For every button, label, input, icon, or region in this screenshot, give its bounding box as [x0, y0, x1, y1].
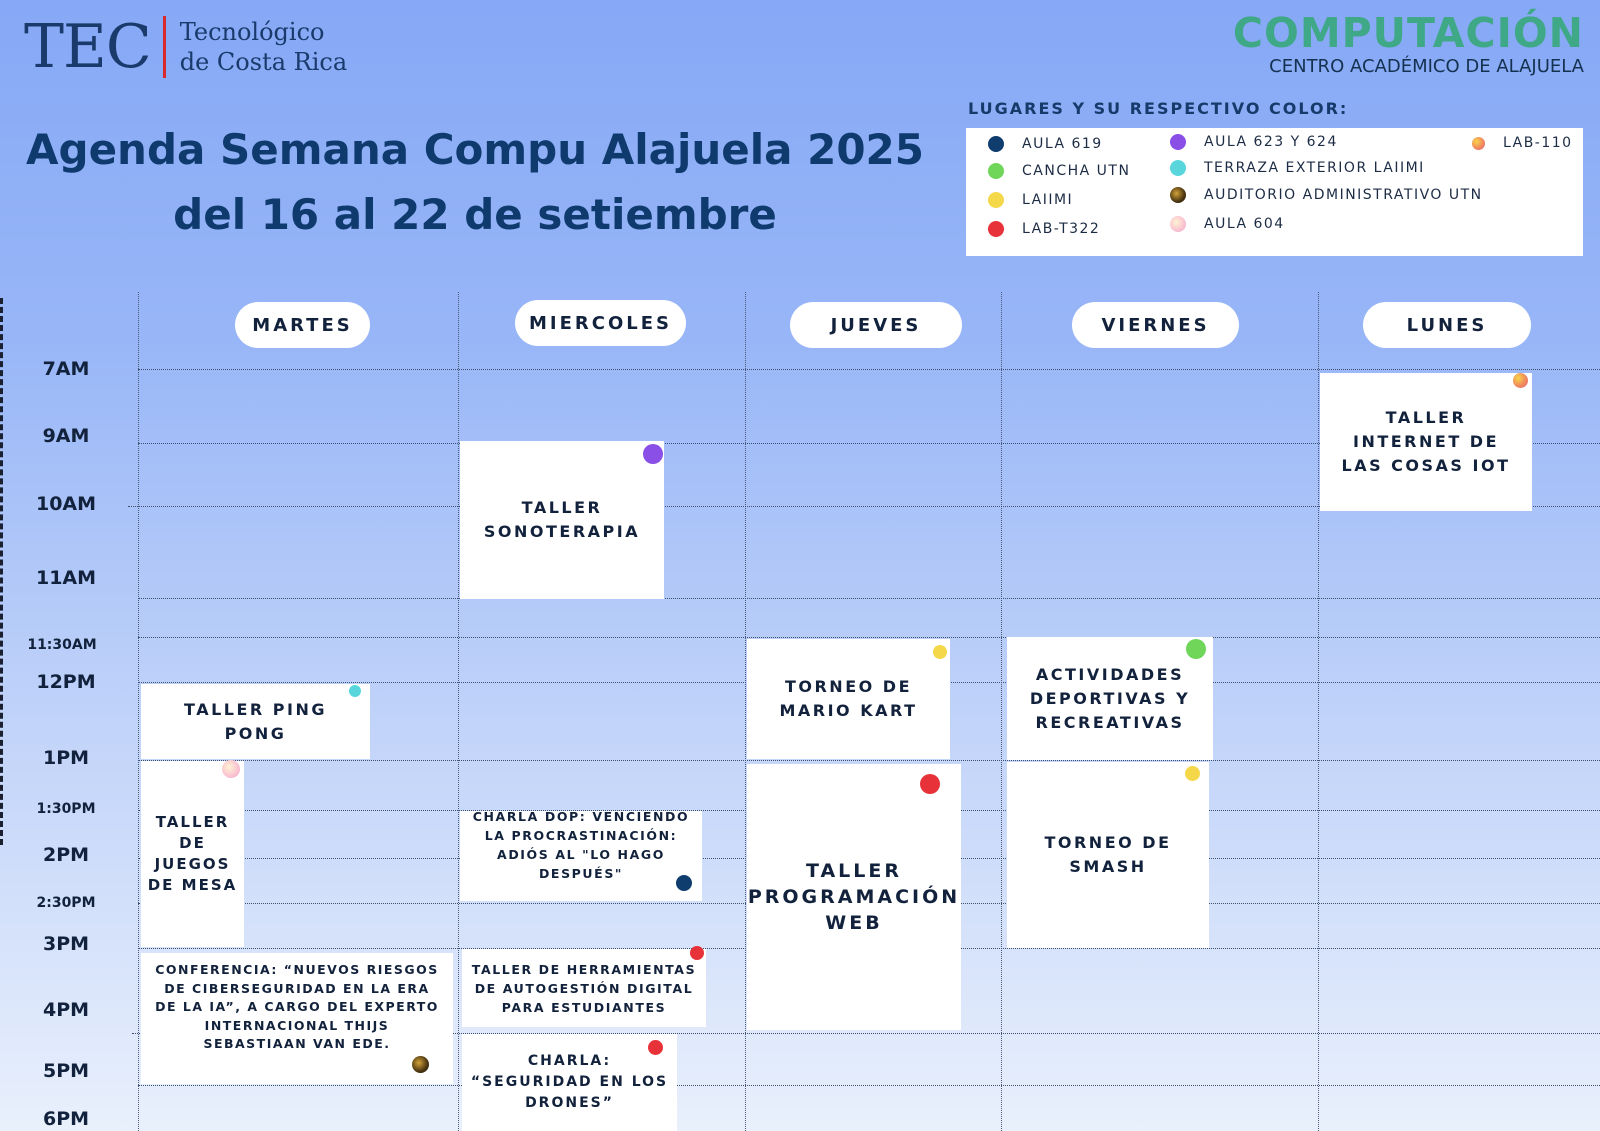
- laiimi-dot-icon: [933, 645, 947, 659]
- aula-623-624-dot-icon: [1170, 134, 1186, 150]
- aula-619-dot-icon: [676, 875, 692, 891]
- row-line: [138, 1085, 1600, 1086]
- aula-604-dot-icon: [1170, 216, 1186, 232]
- time-label: 9AM: [42, 425, 90, 447]
- time-label: 6PM: [42, 1108, 90, 1130]
- computacion-brand: [1233, 10, 1584, 78]
- laiimi-dot-icon: [988, 192, 1004, 208]
- event-card-herramientas[interactable]: [462, 949, 706, 1027]
- legend-label: AULA 623 Y 624: [1204, 134, 1338, 150]
- aula-604-dot-icon: [222, 760, 240, 778]
- lab-t322-dot-icon: [690, 946, 704, 960]
- row-line: [138, 760, 1600, 761]
- row-line: [138, 637, 1600, 638]
- event-title: TALLER PROGRAMACIÓN WEB: [747, 860, 961, 934]
- brand-subtitle: CENTRO ACADÉMICO DE ALAJUELA: [1269, 56, 1584, 77]
- tec-logo-line2: de Costa Rica: [179, 48, 348, 76]
- event-title: CHARLA: “SEGURIDAD EN LOS DRONES”: [470, 1053, 669, 1111]
- time-label: 2PM: [42, 844, 90, 866]
- auditorio-dot-icon: [1170, 187, 1186, 203]
- tec-logo-line1: Tecnológico: [179, 18, 325, 46]
- event-title: TALLER PING PONG: [184, 699, 327, 743]
- event-card-ping-pong[interactable]: [141, 684, 370, 759]
- event-card-charla-dop[interactable]: [460, 811, 702, 901]
- cancha-utn-dot-icon: [1186, 639, 1206, 659]
- legend-item-terraza: [1170, 160, 1425, 176]
- lab-110-dot-icon: [1513, 373, 1528, 388]
- event-card-iot[interactable]: [1320, 373, 1532, 511]
- legend-item-cancha-utn: [988, 163, 1130, 179]
- legend-label: AUDITORIO ADMINISTRATIVO UTN: [1204, 187, 1483, 203]
- day-header-martes: MARTES: [235, 302, 370, 348]
- time-label: 1PM: [42, 747, 90, 769]
- tec-logo-mark: TEC: [24, 12, 151, 82]
- auditorio-dot-icon: [412, 1056, 429, 1073]
- legend-label: AULA 619: [1022, 136, 1103, 152]
- laiimi-dot-icon: [1185, 766, 1200, 781]
- event-title: CHARLA DOP: VENCIENDO LA PROCRASTINACIÓN: ADIÓS AL "LO HAGO DESPUÉS": [472, 809, 690, 881]
- tec-logo-divider: [163, 16, 166, 78]
- event-card-programacion-web[interactable]: [747, 764, 961, 1030]
- time-label: 1:30PM: [36, 801, 96, 817]
- aula-619-dot-icon: [988, 136, 1004, 152]
- event-title: CONFERENCIA: “NUEVOS RIESGOS DE CIBERSEGURIDAD EN LA ERA DE LA IA”, A CARGO DEL EXPERTO INTERNACIONAL THIJS SEBASTIAAN VAN EDE.: [155, 962, 439, 1052]
- time-label: 12PM: [36, 671, 96, 693]
- time-label: 2:30PM: [36, 895, 96, 911]
- legend-label: AULA 604: [1204, 216, 1285, 232]
- time-label: 11:30AM: [27, 637, 97, 653]
- page-title-line1: Agenda Semana Compu Alajuela 2025: [26, 125, 924, 174]
- legend-item-auditorio: [1170, 187, 1483, 203]
- column-divider: [138, 292, 139, 1131]
- event-title: TALLER DE HERRAMIENTAS DE AUTOGESTIÓN DIGITAL PARA ESTUDIANTES: [471, 961, 697, 1015]
- event-title: TORNEO DE SMASH: [1044, 833, 1172, 876]
- aula-623-624-dot-icon: [643, 444, 663, 464]
- event-title: ACTIVIDADES DEPORTIVAS Y RECREATIVAS: [1029, 664, 1191, 732]
- legend: [966, 128, 1583, 256]
- legend-item-aula-623-624: [1170, 134, 1338, 150]
- lab-t322-dot-icon: [920, 774, 940, 794]
- legend-label: LAB-T322: [1022, 221, 1101, 237]
- column-divider: [458, 292, 459, 1131]
- legend-label: LAIIMI: [1022, 192, 1074, 208]
- day-header-lunes: LUNES: [1363, 302, 1531, 348]
- page-title-line2: del 16 al 22 de setiembre: [173, 190, 777, 239]
- legend-item-laiimi: [988, 192, 1073, 208]
- event-title: TALLER DE JUEGOS DE MESA: [147, 813, 238, 894]
- event-title: TALLER INTERNET DE LAS COSAS IOT: [1341, 408, 1511, 475]
- day-header-miercoles: MIERCOLES: [515, 300, 686, 346]
- event-title: TALLER SONOTERAPIA: [483, 498, 641, 541]
- event-card-deportivas[interactable]: [1007, 637, 1213, 760]
- time-label: 5PM: [42, 1060, 90, 1082]
- time-label: 10AM: [35, 493, 97, 515]
- lab-110-dot-icon: [1472, 137, 1485, 150]
- terraza-dot-icon: [1170, 160, 1186, 176]
- time-label: 11AM: [35, 567, 97, 589]
- row-line: [138, 369, 1600, 370]
- legend-label: CANCHA UTN: [1022, 163, 1131, 179]
- event-card-sonoterapia[interactable]: [460, 441, 664, 599]
- legend-item-lab-110: [1472, 135, 1573, 151]
- time-label: 4PM: [42, 999, 90, 1021]
- event-card-juegos-de-mesa[interactable]: [141, 761, 244, 947]
- row-line: [138, 598, 1600, 599]
- legend-label: LAB-110: [1503, 135, 1573, 151]
- tec-logo: [24, 12, 347, 82]
- lab-t322-dot-icon: [988, 221, 1004, 237]
- legend-item-aula-604: [1170, 216, 1285, 232]
- column-divider: [1318, 292, 1319, 1131]
- terraza-dot-icon: [349, 685, 361, 697]
- event-card-mario-kart[interactable]: [747, 639, 950, 759]
- day-header-viernes: VIERNES: [1072, 302, 1239, 348]
- tec-logo-text: [180, 17, 347, 77]
- legend-label: TERRAZA EXTERIOR LAIIMI: [1204, 160, 1425, 176]
- time-label: 7AM: [42, 358, 90, 380]
- lab-t322-dot-icon: [648, 1040, 663, 1055]
- legend-item-aula-619: [988, 136, 1103, 152]
- event-card-conferencia[interactable]: [141, 953, 453, 1084]
- column-divider: [745, 292, 746, 1131]
- day-header-jueves: JUEVES: [790, 302, 962, 348]
- event-card-smash[interactable]: [1007, 762, 1209, 948]
- event-title: TORNEO DE MARIO KART: [779, 677, 918, 720]
- column-divider: [1001, 292, 1002, 1131]
- page-title: [20, 118, 930, 248]
- left-dashed-border: [0, 298, 3, 845]
- legend-item-lab-t322: [988, 221, 1100, 237]
- event-card-drones[interactable]: [462, 1034, 677, 1131]
- legend-title: LUGARES Y SU RESPECTIVO COLOR:: [968, 99, 1349, 118]
- brand-title: COMPUTACIÓN: [1232, 9, 1584, 57]
- time-label: 3PM: [42, 933, 90, 955]
- cancha-utn-dot-icon: [988, 163, 1004, 179]
